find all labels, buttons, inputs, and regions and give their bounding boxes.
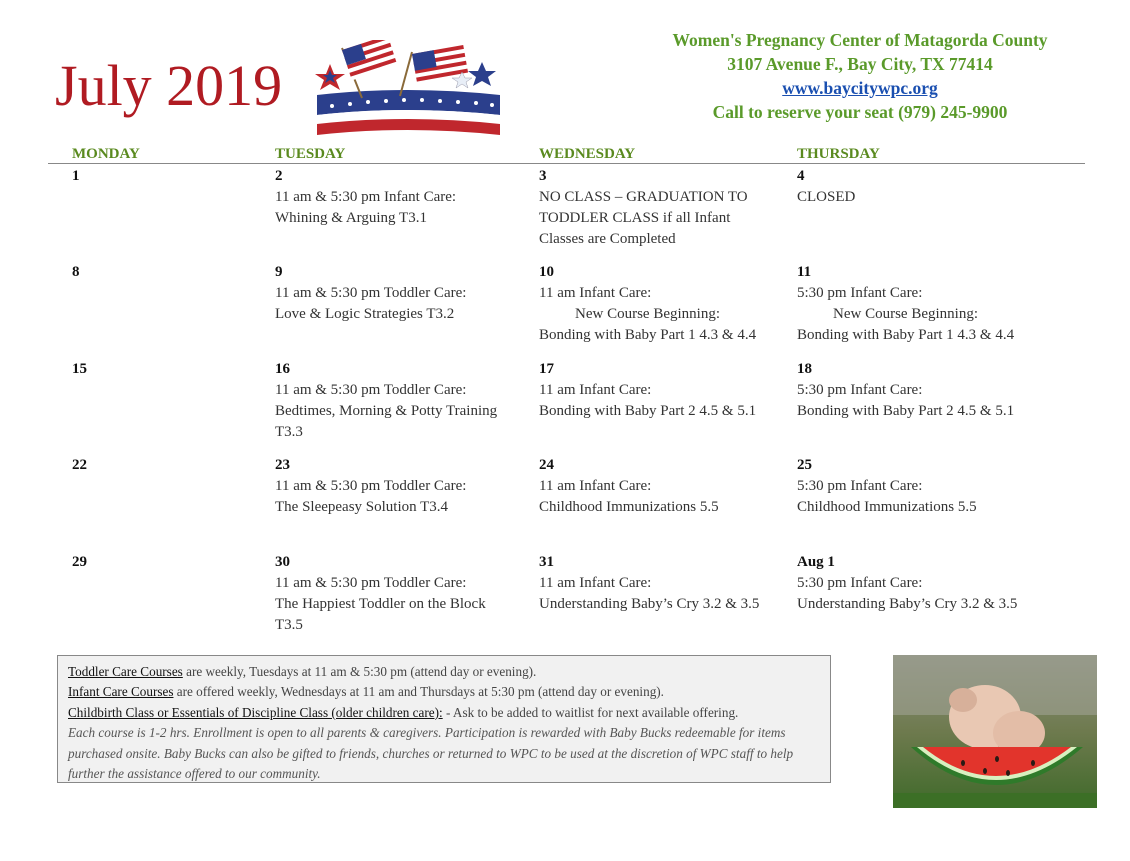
- day-header-monday: MONDAY: [72, 146, 140, 162]
- event-line: 5:30 pm Infant Care:: [797, 285, 923, 301]
- event-line: 11 am & 5:30 pm Infant Care:: [275, 189, 457, 205]
- event-line: Bonding with Baby Part 2 4.5 & 5.1: [797, 403, 1015, 419]
- toddler-note: [68, 662, 820, 682]
- childbirth-note-text: - Ask to be added to waitlist for next available offering.: [442, 704, 739, 720]
- date-number: 10: [539, 264, 554, 280]
- calendar-cell: [72, 552, 87, 573]
- calendar-cell: [539, 262, 756, 346]
- day-header-wednesday: WEDNESDAY: [539, 146, 636, 162]
- calendar-cell: [72, 262, 80, 283]
- patriotic-flags-graphic: [312, 40, 502, 138]
- date-number: 18: [797, 361, 812, 377]
- infant-note: [68, 682, 820, 702]
- event-line: TODDLER CLASS if all Infant: [539, 210, 731, 226]
- event-line: Childhood Immunizations 5.5: [797, 499, 977, 515]
- calendar-cell: [275, 166, 456, 229]
- date-number: 16: [275, 361, 290, 377]
- event-line: 5:30 pm Infant Care:: [797, 575, 923, 591]
- calendar-cell: [72, 359, 87, 380]
- date-number: 11: [797, 264, 812, 280]
- date-number: 8: [72, 264, 80, 280]
- event-line: Bonding with Baby Part 2 4.5 & 5.1: [539, 403, 757, 419]
- event-line: Love & Logic Strategies T3.2: [275, 306, 455, 322]
- date-number: 4: [797, 168, 805, 184]
- event-line: CLOSED: [797, 189, 856, 205]
- event-line: New Course Beginning:: [575, 306, 720, 322]
- event-line: Whining & Arguing T3.1: [275, 210, 427, 226]
- calendar-cell: [797, 166, 855, 208]
- event-line: Childhood Immunizations 5.5: [539, 499, 719, 515]
- date-number: 9: [275, 264, 283, 280]
- day-header-tuesday: TUESDAY: [275, 146, 346, 162]
- event-line: 11 am Infant Care:: [539, 575, 652, 591]
- calendar-cell: [797, 262, 1014, 346]
- day-header-thursday: THURSDAY: [797, 146, 880, 162]
- calendar-cell: [539, 455, 719, 518]
- organization-header: [640, 28, 1080, 124]
- date-number: 25: [797, 457, 812, 473]
- baby-watermelon-photo: [893, 655, 1097, 808]
- event-line: 11 am & 5:30 pm Toddler Care:: [275, 285, 467, 301]
- page-title: July 2019: [55, 53, 283, 118]
- event-line: 11 am Infant Care:: [539, 382, 652, 398]
- calendar-cell: [275, 359, 497, 443]
- calendar-cell: [797, 455, 977, 518]
- calendar-cell: [539, 552, 759, 615]
- date-number: 30: [275, 554, 290, 570]
- calendar-cell: [275, 455, 466, 518]
- infant-note-text: are offered weekly, Wednesdays at 11 am and Thursdays at 5:30 pm (attend day or evening).: [173, 684, 664, 700]
- date-number: 15: [72, 361, 87, 377]
- calendar-cell: [72, 455, 87, 476]
- course-notes-box: [57, 655, 831, 783]
- calendar-cell: [72, 166, 80, 187]
- infant-note-label: Infant Care Courses: [68, 684, 174, 700]
- calendar-cell: [797, 552, 1017, 615]
- event-line: New Course Beginning:: [833, 306, 978, 322]
- date-number: 31: [539, 554, 554, 570]
- baby-bucks-note: [68, 723, 820, 784]
- date-number: 23: [275, 457, 290, 473]
- calendar-cell: [539, 166, 748, 250]
- event-line: Bonding with Baby Part 1 4.3 & 4.4: [797, 327, 1015, 343]
- event-line: 11 am & 5:30 pm Toddler Care:: [275, 478, 467, 494]
- event-line: Classes are Completed: [539, 231, 676, 247]
- childbirth-note-label: Childbirth Class or Essentials of Discipline Class (older children care):: [68, 704, 443, 720]
- date-number: 29: [72, 554, 87, 570]
- event-line: Understanding Baby’s Cry 3.2 & 3.5: [797, 596, 1018, 612]
- org-address: 3107 Avenue F., Bay City, TX 77414: [727, 54, 993, 74]
- date-number: 17: [539, 361, 554, 377]
- org-name: Women's Pregnancy Center of Matagorda County: [672, 30, 1048, 50]
- event-line: 11 am & 5:30 pm Toddler Care:: [275, 382, 467, 398]
- calendar-cell: [275, 552, 486, 636]
- date-number: 3: [539, 168, 547, 184]
- event-line: 11 am & 5:30 pm Toddler Care:: [275, 575, 467, 591]
- date-number: 24: [539, 457, 554, 473]
- event-line: Understanding Baby’s Cry 3.2 & 3.5: [539, 596, 760, 612]
- calendar-cell: [539, 359, 756, 422]
- childbirth-note: [68, 703, 820, 723]
- toddler-note-label: Toddler Care Courses: [68, 664, 183, 679]
- date-number: Aug 1: [797, 554, 835, 570]
- event-line: The Happiest Toddler on the Block: [275, 596, 486, 612]
- toddler-note-text: are weekly, Tuesdays at 11 am & 5:30 pm (attend day or evening).: [182, 664, 537, 679]
- event-line: 11 am Infant Care:: [539, 478, 652, 494]
- calendar-cell: [797, 359, 1014, 422]
- event-line: Bedtimes, Morning & Potty Training: [275, 403, 498, 419]
- website-link[interactable]: www.baycitywpc.org: [782, 78, 938, 98]
- event-line: Bonding with Baby Part 1 4.3 & 4.4: [539, 327, 757, 343]
- calendar-cell: [275, 262, 466, 325]
- date-number: 1: [72, 168, 80, 184]
- event-line: T3.5: [275, 617, 303, 633]
- baby-bucks-text: Each course is 1-2 hrs. Enrollment is open to all parents & caregivers. Participation is rewarded with Baby Bucks redeemable for items purchased onsite. Baby Bucks can also be gifted to friends, churches or returned to WPC to be used at the discretion of WPC staff to help further the assistance offered to our community.: [68, 725, 794, 782]
- phone-line: Call to reserve your seat (979) 245-9900: [712, 102, 1008, 122]
- event-line: 5:30 pm Infant Care:: [797, 478, 923, 494]
- event-line: NO CLASS – GRADUATION TO: [539, 189, 748, 205]
- date-number: 22: [72, 457, 87, 473]
- event-line: 11 am Infant Care:: [539, 285, 652, 301]
- date-number: 2: [275, 168, 283, 184]
- header-divider: [48, 163, 1085, 164]
- event-line: T3.3: [275, 424, 303, 440]
- event-line: The Sleepeasy Solution T3.4: [275, 499, 449, 515]
- event-line: 5:30 pm Infant Care:: [797, 382, 923, 398]
